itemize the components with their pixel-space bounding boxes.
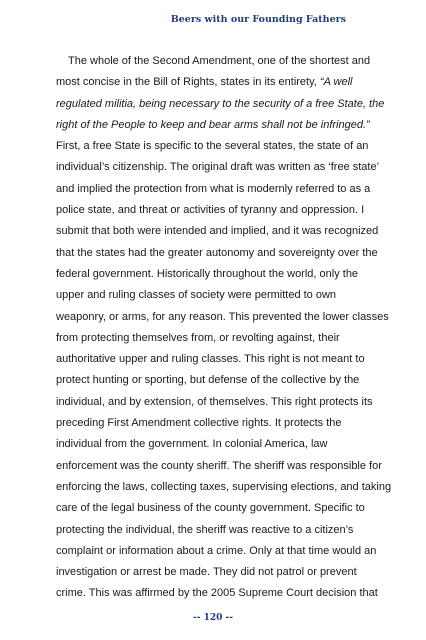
text-line: care of the legal business of the county government. Specific to: [56, 502, 365, 515]
text-line: complaint or information about a crime. Only at that time would an: [56, 544, 377, 557]
text-line: [56, 72, 372, 93]
text-line: and implied the protection from what is modernly referred to as a: [56, 182, 371, 195]
text-line: from protecting themselves from, or revolting against, their: [56, 331, 340, 344]
body-text-block: [56, 51, 392, 605]
text-line: individual’s citizenship. The original draft was written as ‘free state’: [56, 161, 380, 174]
text-line: protect hunting or sporting, but defense of the collective by the: [56, 374, 360, 387]
text-line: federal government. Historically throughout the world, only the: [56, 267, 359, 280]
text-line: individual from the government. In colonial America, law: [56, 438, 328, 451]
text-line: individual, and by extension, of themselves. This right protects its: [56, 395, 373, 408]
page-number: -- 120 --: [193, 613, 233, 623]
text-line-quote: [56, 94, 385, 115]
text-line-plain: most concise in the Bill of Rights, states in its entirety,: [56, 76, 320, 89]
text-line: The whole of the Second Amendment, one of the shortest and: [68, 55, 371, 67]
text-line: investigation or arrest be made. They did not patrol or prevent: [56, 566, 357, 579]
text-line: crime. This was affirmed by the 2005 Supreme Court decision that: [56, 587, 378, 600]
text-line: First, a free State is specific to the several states, the state of an: [56, 140, 369, 153]
text-line: authoritative upper and ruling classes. This right is not meant to: [56, 353, 365, 366]
text-line-quote-start: “A well: [319, 76, 353, 89]
running-header-title: Beers with our Founding Fathers: [170, 14, 346, 25]
text-line-quote: [56, 115, 372, 136]
text-line: enforcing the laws, collecting taxes, supervising elections, and taking: [56, 480, 392, 493]
text-line: protecting the individual, the sheriff was reactive to a citizen’s: [56, 523, 354, 536]
text-line: enforcement was the county sheriff. The sheriff was responsible for: [56, 459, 382, 472]
text-line-quote-italic: right of the People to keep and bear arms shall not be infringed.”: [56, 118, 370, 131]
text-line-quote-italic: regulated militia, being necessary to the security of a free State, the: [56, 97, 385, 110]
text-line: preceding First Amendment collective rights. It protects the: [56, 417, 342, 430]
text-line: that the states had the greater autonomy and sovereignty over the: [56, 246, 378, 259]
text-line: submit that both were intended and implied, and it was recognized: [56, 225, 379, 238]
text-line: upper and ruling classes of society were permitted to own: [56, 289, 337, 302]
text-line: police state, and threat or activities of tyranny and oppression. I: [56, 204, 365, 217]
text-line: weaponry, or arms, for any reason. This prevented the lower classes: [56, 310, 389, 323]
